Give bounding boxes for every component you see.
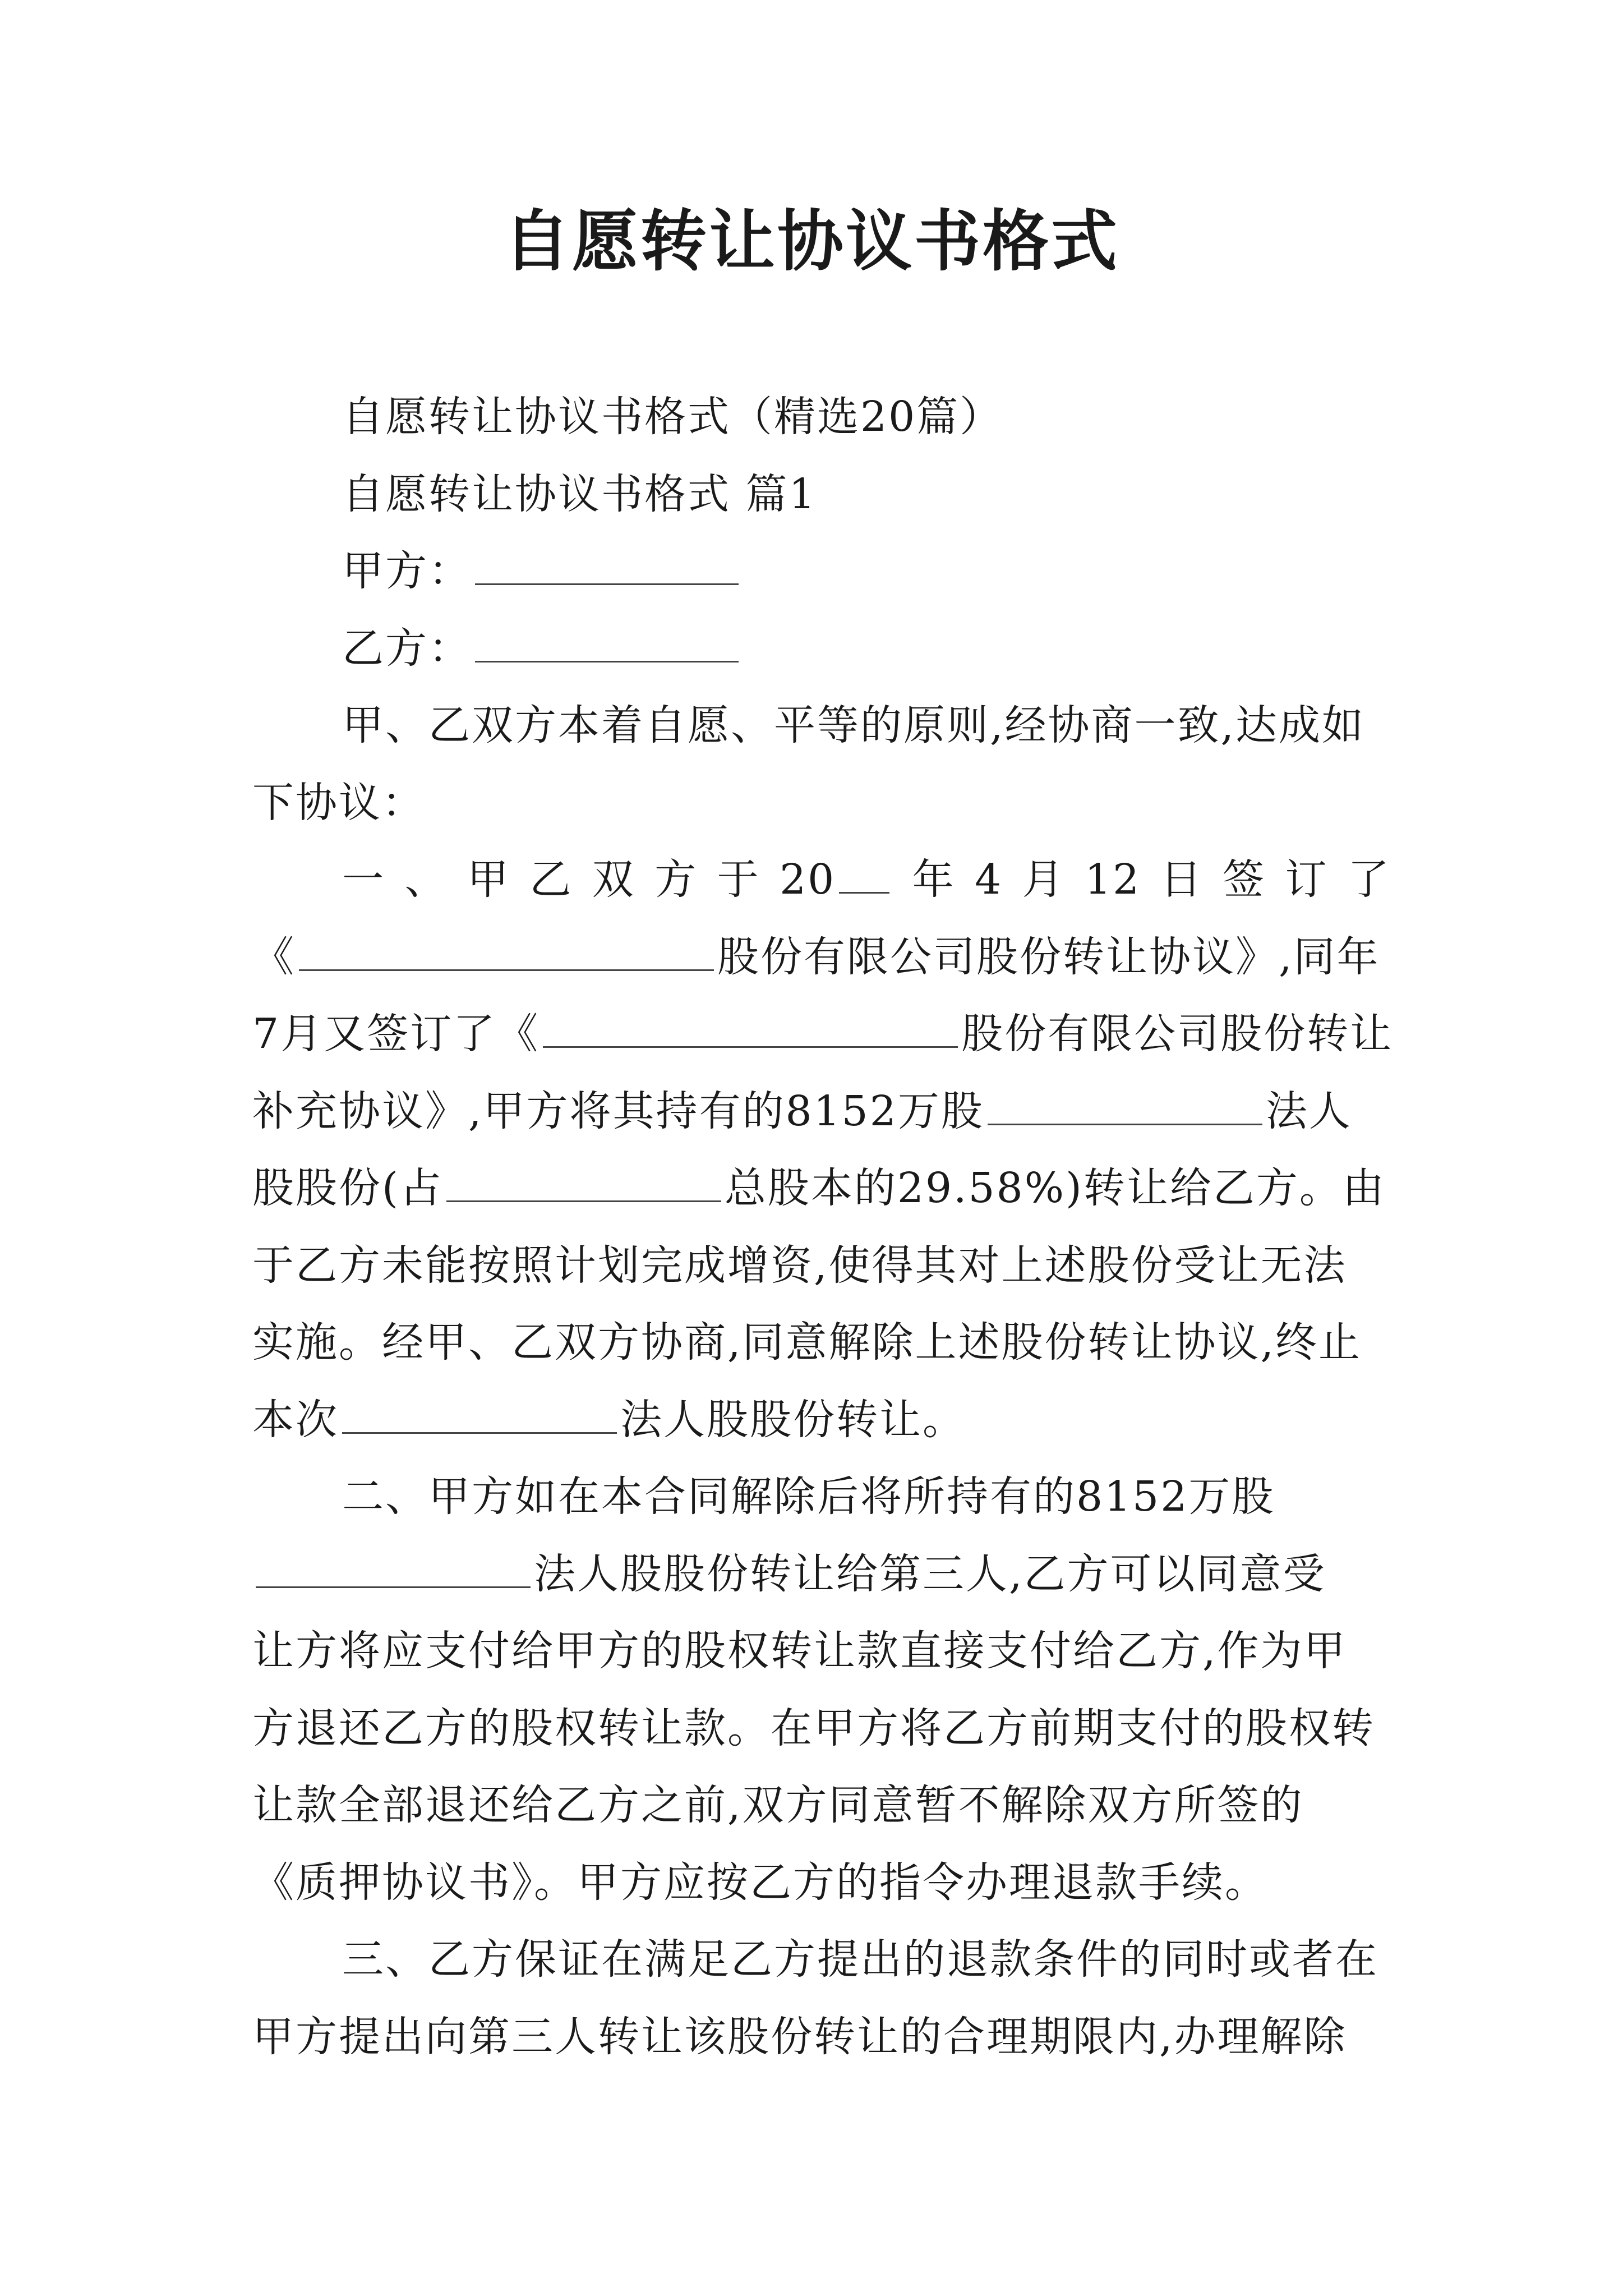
company-blank xyxy=(988,1082,1262,1125)
intro-line-2: 下协议： xyxy=(252,778,425,827)
company-blank xyxy=(256,1545,531,1588)
subtitle: 自愿转让协议书格式（精选20篇） xyxy=(342,393,1003,441)
party-b-label: 乙方： xyxy=(342,624,472,673)
party-b-line xyxy=(252,610,1391,688)
clause1-line-8 xyxy=(252,1382,1391,1459)
document-body xyxy=(252,379,1394,2076)
clause1-line-1 xyxy=(252,841,1391,919)
clause1-text: 股股份(占 xyxy=(252,1164,443,1212)
clause1-text: 《 xyxy=(252,932,296,981)
clause1-text: 法人股股份转让。 xyxy=(620,1395,966,1444)
company-blank xyxy=(543,1005,958,1048)
clause1-text: 一、甲乙双方于20 xyxy=(342,855,836,904)
company-blank xyxy=(299,928,714,971)
chapter-heading: 自愿转让协议书格式 篇1 xyxy=(342,470,817,518)
document-title: 自愿转让协议书格式 xyxy=(503,202,1119,280)
company-blank xyxy=(342,1391,617,1434)
clause1-text: 补充协议》,甲方将其持有的8152万股 xyxy=(252,1087,984,1135)
company-blank xyxy=(446,1159,721,1202)
clause1-text: 7月又签订了《 xyxy=(252,1010,540,1058)
party-a-label: 甲方： xyxy=(342,547,472,595)
clause1-text: 股份有限公司股份转让协议》,同年 xyxy=(717,932,1380,981)
clause2-text: 法人股股份转让给第三人,乙方可以同意受 xyxy=(534,1549,1326,1598)
party-a-line xyxy=(252,533,1391,610)
clause2-line-4: 方退还乙方的股权转让款。在甲方将乙方前期支付的股权转 xyxy=(252,1704,1375,1752)
clause1-line-4 xyxy=(252,1073,1391,1151)
clause1-text: 总股本的29.58%)转让给乙方。由 xyxy=(724,1164,1386,1212)
clause2-line-2 xyxy=(252,1536,1391,1613)
clause1-text: 法人 xyxy=(1265,1087,1352,1135)
clause2-line-1: 二、甲方如在本合同解除后将所持有的8152万股 xyxy=(342,1473,1275,1521)
clause1-line-6: 于乙方未能按照计划完成增资,使得其对上述股份受让无法 xyxy=(252,1241,1347,1290)
clause1-text: 股份有限公司股份转让 xyxy=(961,1010,1394,1058)
clause2-line-3: 让方将应支付给甲方的股权转让款直接支付给乙方,作为甲 xyxy=(252,1627,1347,1675)
clause1-line-5 xyxy=(252,1150,1391,1227)
clause1-line-7: 实施。经甲、乙双方协商,同意解除上述股份转让协议,终止 xyxy=(252,1318,1362,1366)
party-a-blank xyxy=(475,542,739,585)
clause1-line-2 xyxy=(252,919,1391,996)
clause1-text: 本次 xyxy=(252,1395,339,1444)
clause2-line-5: 让款全部退还给乙方之前,双方同意暂不解除双方所签的 xyxy=(252,1781,1304,1829)
clause3-line-2: 甲方提出向第三人转让该股份转让的合理期限内,办理解除 xyxy=(252,2012,1347,2061)
clause1-line-3 xyxy=(252,996,1394,1073)
clause1-text: 年4月12日签订了 xyxy=(893,855,1391,904)
intro-line-1: 甲、乙双方本着自愿、平等的原则,经协商一致,达成如 xyxy=(342,701,1366,749)
clause2-line-6: 《质押协议书》。甲方应按乙方的指令办理退款手续。 xyxy=(252,1858,1268,1907)
party-b-blank xyxy=(475,619,739,662)
year-blank xyxy=(839,850,889,894)
clause3-line-1: 三、乙方保证在满足乙方提出的退款条件的同时或者在 xyxy=(342,1935,1378,1984)
